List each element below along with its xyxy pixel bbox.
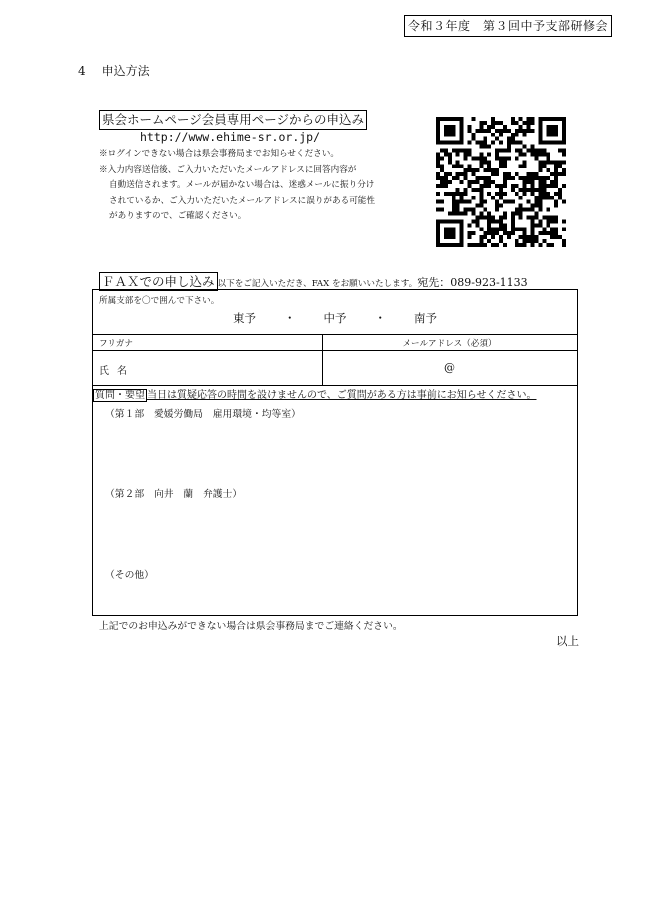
branch-chuyo[interactable]: 中予: [323, 311, 347, 325]
branch-row: [93, 290, 577, 335]
event-title: 令和３年度 第３回中予支部研修会: [404, 15, 612, 37]
question-item-part1: （第１部 愛媛労働局 雇用環境・均等室）: [105, 409, 301, 420]
fax-destination: 宛先：089-923-1133: [417, 276, 528, 289]
website-url-link[interactable]: http://www.ehime-sr.or.jp/: [140, 130, 321, 144]
questions-note: 当日は質疑応答の時間を設けませんので、ご質問がある方は事前にお知らせください。: [147, 390, 537, 401]
web-application-label: 県会ホームページ会員専用ページからの申込み: [99, 110, 367, 130]
branch-toyo[interactable]: 東予: [233, 311, 256, 325]
qr-code-icon: [436, 117, 566, 247]
section-title: 申込方法: [101, 64, 150, 78]
name-field[interactable]: 氏名: [99, 366, 135, 377]
branch-options: [93, 310, 577, 326]
application-form: [92, 289, 578, 616]
separator-dot: ・: [374, 311, 386, 325]
separator-dot: ・: [284, 311, 296, 325]
web-notes: [99, 147, 375, 225]
questions-label: 質問・要望: [95, 390, 145, 401]
fax-application-label: ＦＡＸでの申し込み: [99, 272, 218, 291]
footer-note: 上記でのお申込みができない場合は県会事務局までご連絡ください。: [99, 621, 403, 632]
note-line: がありますので、ご確認ください。: [109, 211, 247, 221]
email-field[interactable]: @: [444, 361, 455, 374]
question-item-other: （その他）: [105, 570, 154, 581]
email-label: メールアドレス（必須）: [402, 339, 497, 349]
closing-text: 以上: [556, 634, 579, 648]
question-item-part2: （第２部 向井 蘭 弁護士）: [105, 489, 243, 500]
note-line: ※ログインできない場合は県会事務局までお知らせください。: [99, 149, 339, 159]
fax-instruction: 以下をご記入いただき、FAX をお願いいたします。: [217, 279, 418, 289]
section-heading: [78, 62, 150, 79]
section-number: 4: [78, 64, 86, 78]
note-line: ※入力内容送信後、ご入力いただいたメールアドレスに回答内容が: [99, 164, 357, 175]
label-row: [93, 335, 577, 351]
note-line: 自動送信されます。メールが届かない場合は、迷惑メールに振り分け: [109, 180, 375, 190]
note-line: されているか、ご入力いただいたメールアドレスに誤りがある可能性: [109, 195, 375, 206]
branch-nanyo[interactable]: 南予: [414, 311, 437, 325]
furigana-label: フリガナ: [99, 339, 133, 349]
name-email-row: [93, 351, 577, 386]
questions-area[interactable]: [93, 386, 577, 615]
column-divider: [322, 335, 323, 385]
branch-label: 所属支部を〇で囲んで下さい。: [99, 296, 220, 306]
questions-header: [93, 386, 537, 401]
